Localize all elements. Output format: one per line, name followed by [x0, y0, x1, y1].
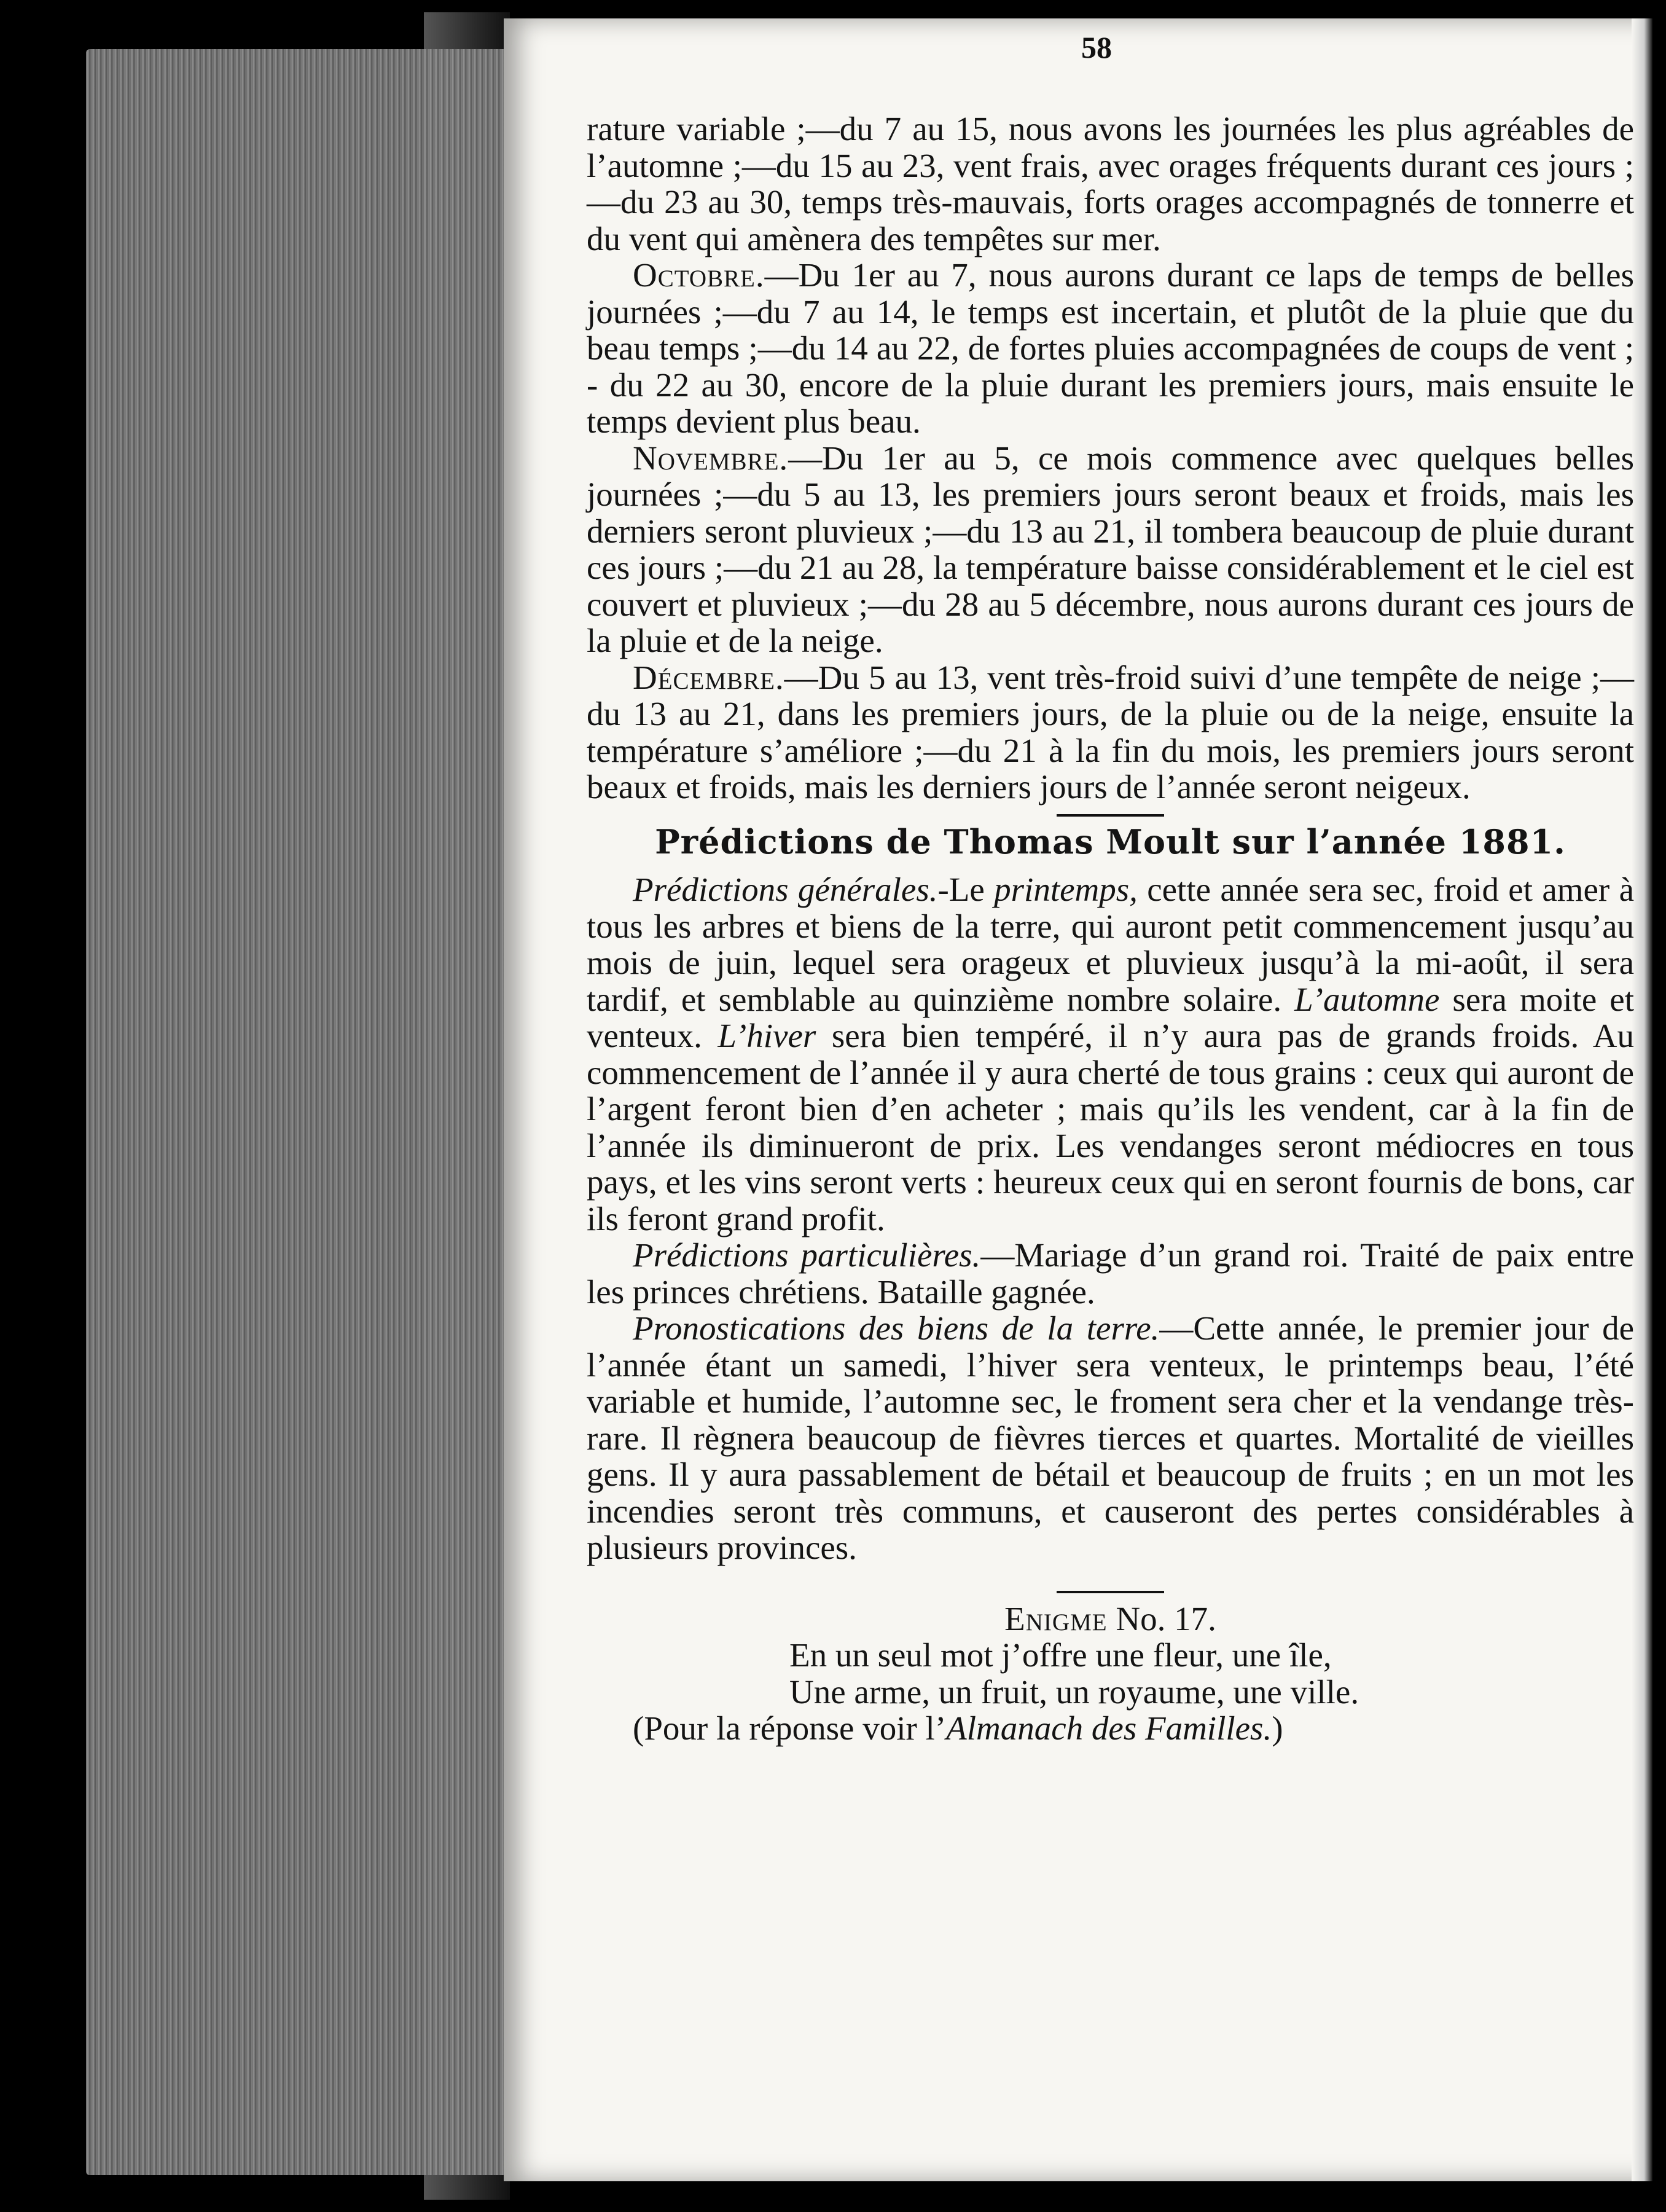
octobre-text: —Du 1er au 7, nous aurons durant ce laps de temps de belles journées ;—du 7 au 14, le temps est incertain, et plutôt de la pluie que du beau temps ;—du 14 au 22, de fortes pluies accompagnées de coups de vent ; - du 22 au 30, encore de la pluie durant les premiers jours, mais ensuite le temps devient plus beau. — [587, 256, 1634, 440]
particulieres-text: —Mariage d’un grand roi. Traité de paix entre les princes chrétiens. Bataille gagnée. — [587, 1236, 1634, 1311]
paragraph-predictions-particulieres — [587, 1237, 1634, 1310]
novembre-text: —Du 1er au 5, ce mois commence avec quelques belles journées ;—du 5 au 13, les premiers jours seront beaux et froids, mais les derniers seront pluvieux ;—du 13 au 21, il tombera beaucoup de pluie durant ces jours ;—du 21 au 28, la température baisse considérablement et le ciel est couvert et pluvieux ;—du 28 au 5 décembre, nous aurons durant ces jours de la pluie et de la neige. — [587, 439, 1634, 659]
month-label-decembre: Décembre. — [633, 658, 784, 696]
enigme-verse-1: En un seul mot j’offre une fleur, une île, — [789, 1636, 1332, 1674]
september-continuation: rature variable ;—du 7 au 15, nous avons les journées les plus agréables de l’automne ;—du 15 au 23, vent frais, avec orages fréquents durant ces jours ;—du 23 au 30, temps très-mauvais, forts orages accompagnés de tonnerre et du vent qui amènera des tempêtes sur mer. — [587, 110, 1634, 257]
paragraph-octobre — [587, 257, 1634, 440]
word-automne: L’automne — [1294, 980, 1440, 1018]
page-gutter-edge — [1632, 18, 1652, 2181]
month-label-novembre: Novembre. — [633, 439, 789, 477]
almanach-title: Almanach des Familles. — [946, 1709, 1272, 1747]
section-heading: Prédictions de Thomas Moult sur l’année 1881. — [655, 822, 1566, 861]
enigme-answer-note — [633, 1710, 1634, 1747]
decembre-text: —Du 5 au 13, vent très-froid suivi d’une tempête de neige ;—du 13 au 21, dans les premiers jours, de la pluie ou de la neige, ensuite la température s’améliore ;—du 21 à la fin du mois, les premiers jours seront beaux et froids, mais les derniers jours de l’année seront neigeux. — [587, 658, 1634, 806]
paragraph-predictions-generales — [587, 871, 1634, 1237]
generales-text-c: sera moite et venteux. — [587, 980, 1634, 1054]
book-page-edges — [86, 49, 510, 2175]
book-page — [504, 18, 1652, 2181]
word-hiver: L’hiver — [718, 1017, 816, 1054]
page-text — [587, 111, 1634, 1747]
answer-text-a: (Pour la réponse voir l’ — [633, 1709, 947, 1747]
word-printemps: printemps, — [994, 871, 1138, 908]
page-number: 58 — [1081, 30, 1112, 65]
label-predictions-particulieres: Prédictions particulières. — [633, 1236, 981, 1274]
month-label-octobre: Octobre. — [633, 256, 765, 294]
pronostications-text: —Cette année, le premier jour de l’année étant un samedi, l’hiver sera venteux, le printemps beau, l’été variable et humide, l’automne sec, le froment sera cher et la vendange très-rare. Il règnera beaucoup de fièvres tierces et quartes. Mortalité de vieilles gens. Il y aura passablement de bétail et beaucoup de fruits ; en un mot les incendies seront très communs, et causeront des pertes considérables à plusieurs provinces. — [587, 1309, 1634, 1566]
label-pronostications: Pronostications des biens de la terre. — [633, 1309, 1160, 1347]
enigme-divider — [1057, 1591, 1164, 1593]
paragraph-decembre — [587, 659, 1634, 806]
generales-text-d: sera bien tempéré, il n’y aura pas de grands froids. Au commencement de l’année il y aura cherté de tous grains : ceux qui auront de l’argent feront bien d’en acheter ; mais qu’ils les vendent, car à la fin de l’année ils diminueront de prix. Les vendanges seront médiocres en tous pays, et les vins seront verts : heureux ceux qui en seront fournis de bons, car ils feront grand profit. — [587, 1017, 1634, 1237]
enigme-title — [587, 1601, 1634, 1637]
paragraph-novembre — [587, 440, 1634, 659]
section-divider — [1057, 814, 1164, 817]
enigme-verse-2: Une arme, un fruit, un royaume, une ville. — [789, 1673, 1359, 1711]
label-predictions-generales: Prédictions générales. — [633, 871, 938, 908]
enigme-number: No. 17. — [1107, 1599, 1216, 1637]
enigme-word: Enigme — [1004, 1599, 1108, 1637]
generales-text-b: cette année sera sec, froid et amer à tous les arbres et biens de la terre, qui auront petit commencement jusqu’au mois de juin, lequel sera orageux et pluvieux jusqu’à la mi-août, il sera tardif, et semblable au quinzième nombre solaire. — [587, 871, 1634, 1018]
answer-text-b: ) — [1272, 1709, 1283, 1747]
generales-text-a: -Le — [937, 871, 995, 908]
paragraph-pronostications — [587, 1310, 1634, 1566]
